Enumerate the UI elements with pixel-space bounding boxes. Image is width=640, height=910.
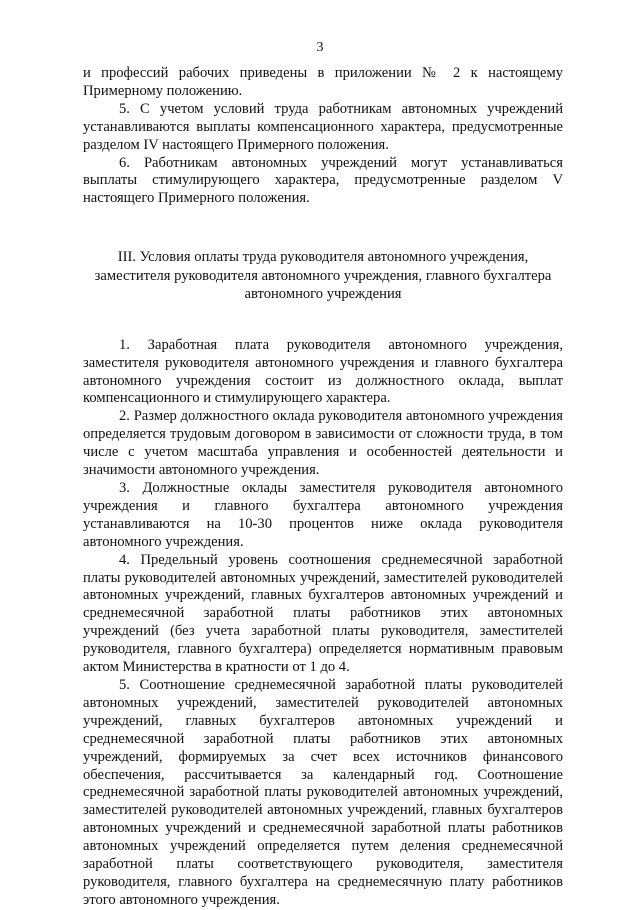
document-body — [83, 65, 563, 910]
section-heading-line-3: автономного учреждения — [244, 286, 402, 303]
paragraph-continuation: и профессий рабочих приведены в приложении № 2 к настоящему Примерному положению. — [83, 65, 563, 99]
section-heading-line-1: III. Условия оплаты труда руководителя автономного учреждения, — [117, 249, 529, 266]
paragraph-item-6: 6. Работникам автономных учреждений могут устанавливаться выплаты стимулирующего характера, предусмотренные разделом V настоящего Примерного положения. — [83, 154, 563, 207]
section-paragraph-1: 1. Заработная плата руководителя автономного учреждения, заместителя руководителя автономного учреждения и главного бухгалтера автономного учреждения состоит из должностного оклада, выплат компенсационного и стимулирующего характера. — [83, 336, 563, 407]
section-paragraph-5: 5. Соотношение среднемесячной заработной платы руководителей автономных учреждений, заместителей руководителей автономных учреждений, главных бухгалтеров автономных учреждений и среднемесячной заработной платы работников этих автономных учреждений, формируемых за счет всех источников финансового обеспечения, рассчитывается за календарный год. Соотношение среднемесячной заработной платы руководителей автономных учреждений, заместителей руководителей автономных учреждений, главных бухгалтеров автономных учреждений и среднемесячной заработной платы работников автономных учреждений определяется путем деления среднемесячной заработной платы соответствующего руководителя, заместителя руководителя, главного бухгалтера на среднемесячную плату работников этого автономного учреждения. — [83, 676, 563, 908]
section-paragraph-4: 4. Предельный уровень соотношения среднемесячной заработной платы руководителей автономных учреждений, заместителей руководителей автономных учреждений, главных бухгалтеров автономных учреждений и среднемесячной заработной платы работников этих автономных учреждений (без учета заработной платы руководителя, заместителей руководителя, главного бухгалтера) определяется нормативным правовым актом Министерства в кратности от 1 до 4. — [83, 551, 563, 676]
section-heading — [83, 248, 563, 304]
section-paragraph-2: 2. Размер должностного оклада руководителя автономного учреждения определяется трудовым договором в зависимости от сложности труда, в том числе с учетом масштаба управления и особенностей деятельности и значимости автономного учреждения. — [83, 408, 563, 479]
paragraph-item-5: 5. С учетом условий труда работникам автономных учреждений устанавливаются выплаты компенсационного характера, предусмотренные разделом IV настоящего Примерного положения. — [83, 100, 563, 153]
section-heading-line-2: заместителя руководителя автономного учреждения, главного бухгалтера — [94, 267, 552, 284]
page-number: 3 — [316, 40, 324, 55]
section-paragraph-3: 3. Должностные оклады заместителя руководителя автономного учреждения и главного бухгалтера автономного учреждения устанавливаются на 10-30 процентов ниже оклада руководителя автономного учреждения. — [83, 480, 563, 550]
